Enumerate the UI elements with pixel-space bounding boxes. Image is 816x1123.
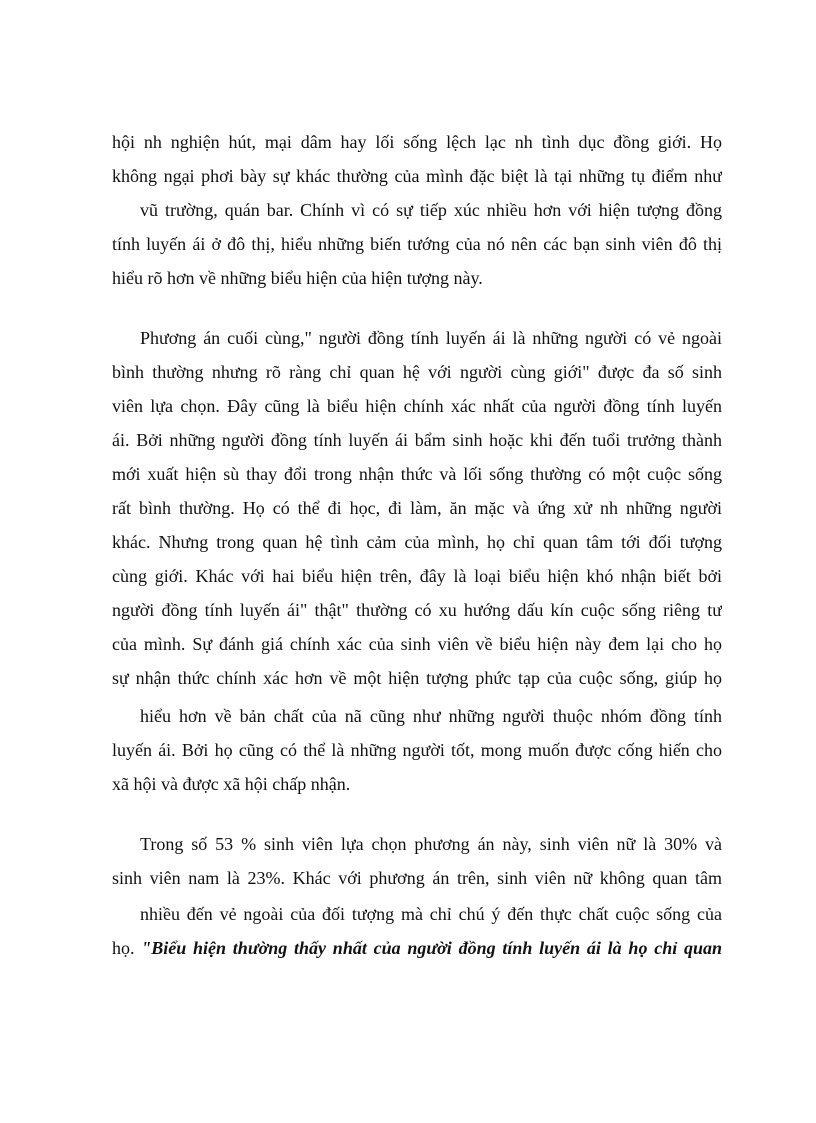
- text-line: Trong số 53 % sinh viên lựa chọn phương án này, sinh viên nữ là 30% và: [140, 834, 722, 854]
- text-line: người đồng tính luyến ái" thật" thường có xu hướng dấu kín cuộc sống riêng tư: [112, 600, 722, 620]
- text-line: hiểu rõ hơn về những biểu hiện của hiện tượng này.: [112, 268, 483, 288]
- text-line: luyến ái. Bởi họ cũng có thể là những người tốt, mong muốn được cống hiến cho: [112, 740, 722, 760]
- text-line: ái. Bởi những người đồng tính luyến ái bẩm sinh hoặc khi đến tuổi trưởng thành: [112, 430, 722, 450]
- text-prefix: họ.: [112, 938, 142, 958]
- text-line: mới xuất hiện sù thay đổi trong nhận thức và lối sống thường có một cuộc sống: [112, 464, 722, 484]
- text-line: viên lựa chọn. Đây cũng là biểu hiện chính xác nhất của người đồng tính luyến: [112, 396, 722, 416]
- text-line: vũ trường, quán bar. Chính vì có sự tiếp xúc nhiều hơn với hiện tượng đồng: [140, 200, 722, 220]
- text-line: Phương án cuối cùng," người đồng tính luyến ái là những người có vẻ ngoài: [140, 328, 722, 348]
- text-line: rất bình thường. Họ có thể đi học, đi làm, ăn mặc và ứng xử nh những người: [112, 498, 722, 518]
- text-line: tính luyến ái ở đô thị, hiểu những biến tướng của nó nên các bạn sinh viên đô thị: [112, 234, 722, 254]
- emphasized-quote: "Biểu hiện thường thấy nhất của người đồng tính luyến ái là họ chỉ quan: [141, 938, 722, 958]
- text-line: sự nhận thức chính xác hơn về một hiện tượng phức tạp của cuộc sống, giúp họ: [112, 668, 722, 688]
- text-line: bình thường nhưng rõ ràng chỉ quan hệ với người cùng giới" được đa số sinh: [112, 362, 722, 382]
- text-line: nhiều đến vẻ ngoài của đối tượng mà chỉ chú ý đến thực chất cuộc sống của: [140, 904, 722, 924]
- text-line: khác. Nhưng trong quan hệ tình cảm của mình, họ chỉ quan tâm tới đối tượng: [112, 532, 722, 552]
- text-line-mixed: [112, 931, 722, 965]
- text-line: xã hội và được xã hội chấp nhận.: [112, 774, 351, 794]
- text-line: hội nh nghiện hút, mại dâm hay lối sống lệch lạc nh tình dục đồng giới. Họ: [112, 132, 722, 152]
- text-line: sinh viên nam là 23%. Khác với phương án trên, sinh viên nữ không quan tâm: [112, 868, 722, 888]
- text-line: không ngại phơi bày sự khác thường của mình đặc biệt là tại những tụ điểm như: [112, 166, 722, 186]
- text-line: cùng giới. Khác với hai biểu hiện trên, đây là loại biểu hiện khó nhận biết bởi: [112, 566, 722, 586]
- text-line: của mình. Sự đánh giá chính xác của sinh viên về biểu hiện này đem lại cho họ: [112, 634, 722, 654]
- text-line: hiểu hơn về bản chất của nã cũng như những người thuộc nhóm đồng tính: [140, 706, 722, 726]
